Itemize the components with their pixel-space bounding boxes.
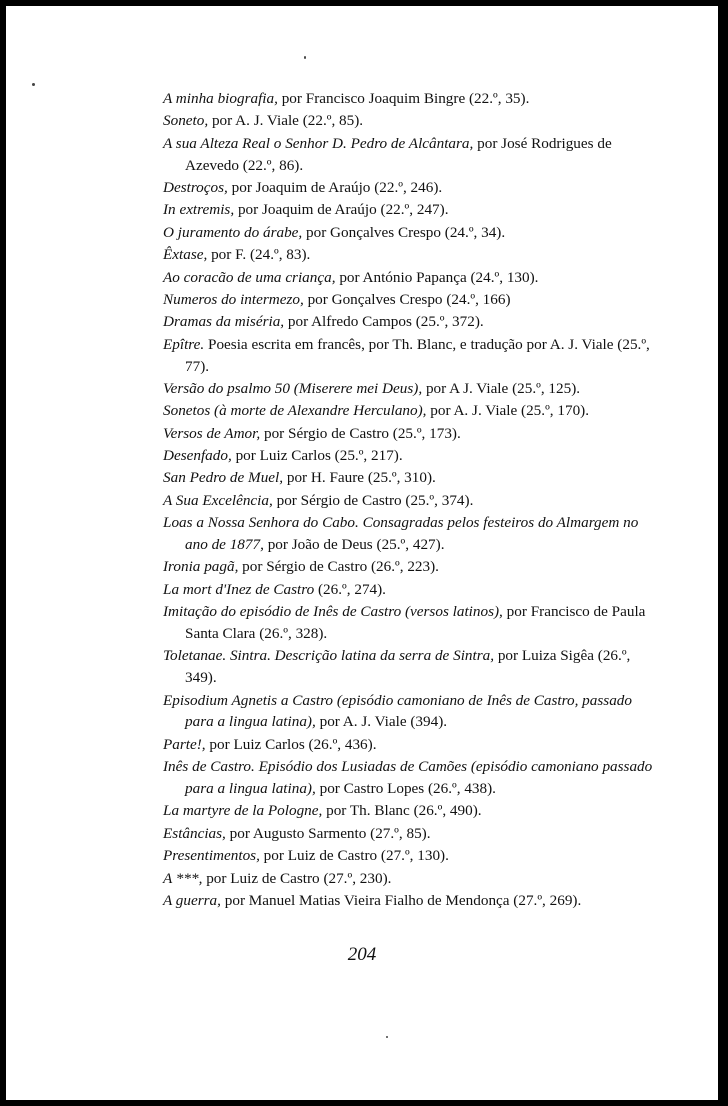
entry-title: Epître. bbox=[163, 335, 205, 353]
entry-details: por Luiz Carlos (26.º, 436). bbox=[205, 735, 377, 753]
entry-title: Ao coracão de uma criança, bbox=[163, 268, 336, 286]
entry-title: Parte!, bbox=[163, 735, 206, 753]
list-item bbox=[163, 800, 653, 822]
entry-title: La mort d'Inez de Castro bbox=[163, 580, 315, 598]
entry-title: In extremis, bbox=[163, 201, 235, 219]
entry-details: por Francisco de Paula Santa Clara (26.º, 328). bbox=[185, 603, 646, 642]
list-item bbox=[163, 244, 653, 266]
entry-title: A sua Alteza Real o Senhor D. Pedro de Alcântara, bbox=[163, 134, 474, 152]
entry-title: Soneto, bbox=[163, 112, 209, 130]
entry-details: por Gonçalves Crespo (24.º, 34). bbox=[302, 223, 506, 241]
list-item bbox=[163, 756, 653, 800]
entry-details: por Luiz de Castro (27.º, 230). bbox=[202, 869, 392, 887]
list-item bbox=[163, 423, 653, 445]
list-item bbox=[163, 601, 653, 645]
list-item bbox=[163, 467, 653, 489]
list-item bbox=[163, 690, 653, 734]
list-item bbox=[163, 289, 653, 311]
entry-title: San Pedro de Muel, bbox=[163, 469, 284, 487]
entry-details: por Sérgio de Castro (25.º, 173). bbox=[260, 424, 461, 442]
scan-speck bbox=[304, 56, 306, 59]
list-item bbox=[163, 445, 653, 467]
list-item bbox=[163, 88, 653, 110]
entry-details: por F. (24.º, 83). bbox=[207, 246, 311, 264]
entry-details: por João de Deus (25.º, 427). bbox=[263, 536, 445, 554]
entry-details: (26.º, 274). bbox=[314, 580, 386, 598]
entry-title: Versão do psalmo 50 (Miserere mei Deus), bbox=[163, 379, 423, 397]
entry-details: por Th. Blanc (26.º, 490). bbox=[322, 802, 482, 820]
entry-title: Presentimentos, bbox=[163, 847, 260, 865]
entry-title: Ironia pagã, bbox=[163, 558, 239, 576]
entry-details: por Francisco Joaquim Bingre (22.º, 35). bbox=[277, 90, 530, 107]
scan-speck bbox=[32, 83, 35, 86]
entry-details: por Luiza Sigêa (26.º, 349). bbox=[185, 647, 631, 687]
entry-details: por H. Faure (25.º, 310). bbox=[283, 469, 436, 487]
entry-title: A ***, bbox=[163, 869, 203, 887]
entry-details: por Luiz Carlos (25.º, 217). bbox=[231, 447, 403, 465]
list-item bbox=[163, 133, 653, 177]
entry-title: Êxtase, bbox=[163, 246, 208, 264]
entry-title: O juramento do árabe, bbox=[163, 223, 303, 241]
entry-details: por A. J. Viale (394). bbox=[315, 713, 448, 731]
entry-title: Episodium Agnetis a Castro (episódio camoniano de Inês de Castro, passado para a lingua latina), bbox=[163, 691, 632, 731]
entry-title: Inês de Castro. Episódio dos Lusiadas de Camões (episódio camoniano passado para a lingua latina), bbox=[163, 758, 653, 797]
list-item bbox=[163, 734, 653, 756]
entry-details: por Joaquim de Araújo (22.º, 247). bbox=[234, 201, 449, 219]
entry-title: A minha biografia, bbox=[163, 90, 278, 107]
entry-details: por A. J. Viale (25.º, 170). bbox=[426, 402, 590, 420]
list-item bbox=[163, 177, 653, 199]
bibliography-list bbox=[163, 88, 653, 912]
list-item bbox=[163, 823, 653, 845]
entry-details: por Luiz de Castro (27.º, 130). bbox=[259, 847, 449, 865]
entry-title: Numeros do intermezo, bbox=[163, 290, 304, 308]
entry-title: Desenfado, bbox=[163, 447, 232, 465]
scan-speck bbox=[386, 1036, 388, 1038]
list-item bbox=[163, 311, 653, 333]
entry-details: por Joaquim de Araújo (22.º, 246). bbox=[227, 178, 443, 196]
list-item bbox=[163, 556, 653, 578]
list-item bbox=[163, 512, 653, 556]
entry-details: por Sérgio de Castro (26.º, 223). bbox=[238, 558, 439, 576]
entry-title: La martyre de la Pologne, bbox=[163, 802, 323, 820]
entry-title: Versos de Amor, bbox=[163, 424, 261, 442]
list-item bbox=[163, 579, 653, 601]
entry-details: por Sérgio de Castro (25.º, 374). bbox=[272, 491, 474, 509]
entry-details: por Augusto Sarmento (27.º, 85). bbox=[225, 824, 431, 842]
list-item bbox=[163, 334, 653, 378]
list-item bbox=[163, 845, 653, 867]
list-item bbox=[163, 868, 653, 890]
entry-details: por Castro Lopes (26.º, 438). bbox=[315, 779, 496, 797]
entry-title: A guerra, bbox=[163, 891, 221, 909]
list-item bbox=[163, 199, 653, 221]
list-item bbox=[163, 378, 653, 400]
entry-title: Loas a Nossa Senhora do Cabo. Consagradas pelos festeiros do Almargem no ano de 1877, bbox=[163, 514, 639, 554]
list-item bbox=[163, 645, 653, 689]
entry-title: Toletanae. Sintra. Descrição latina da serra de Sintra, bbox=[163, 647, 495, 665]
entry-details: por José Rodrigues de Azevedo (22.º, 86). bbox=[185, 134, 612, 174]
page-number: 204 bbox=[347, 944, 377, 965]
entry-details: por António Papança (24.º, 130). bbox=[335, 268, 539, 286]
entry-title: Imitação do episódio de Inês de Castro (versos latinos), bbox=[163, 603, 503, 621]
entry-title: Dramas da miséria, bbox=[163, 313, 285, 331]
entry-title: Destroços, bbox=[163, 178, 228, 196]
book-page bbox=[6, 6, 718, 1100]
list-item bbox=[163, 890, 653, 912]
list-item bbox=[163, 267, 653, 289]
entry-details: por A. J. Viale (22.º, 85). bbox=[208, 112, 364, 130]
entry-details: por Alfredo Campos (25.º, 372). bbox=[284, 313, 484, 331]
list-item bbox=[163, 110, 653, 132]
entry-details: Poesia escrita em francês, por Th. Blanc, e tradução por A. J. Viale (25.º, 77). bbox=[185, 335, 650, 375]
entry-details: por A J. Viale (25.º, 125). bbox=[422, 379, 581, 397]
list-item bbox=[163, 222, 653, 244]
entry-details: por Gonçalves Crespo (24.º, 166) bbox=[303, 290, 511, 308]
entry-title: A Sua Excelência, bbox=[163, 491, 273, 509]
list-item bbox=[163, 490, 653, 512]
entry-title: Estâncias, bbox=[163, 824, 226, 842]
entry-details: por Manuel Matias Vieira Fialho de Mendonça (27.º, 269). bbox=[220, 891, 582, 909]
entry-title: Sonetos (à morte de Alexandre Herculano), bbox=[163, 402, 427, 420]
list-item bbox=[163, 400, 653, 422]
